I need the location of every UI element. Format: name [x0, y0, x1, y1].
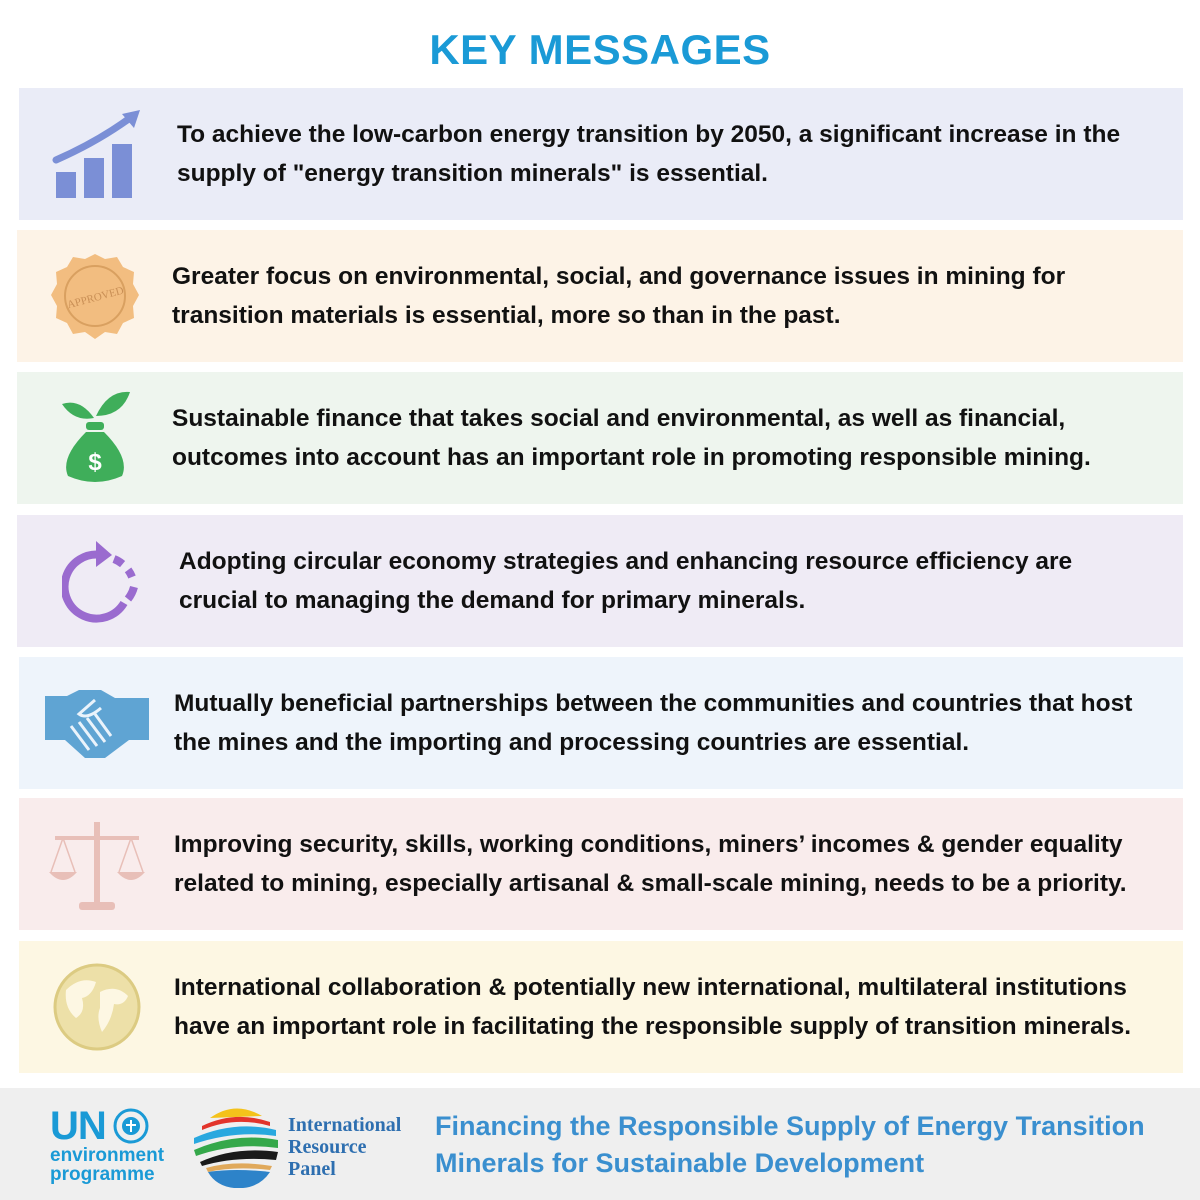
growth-chart-icon — [19, 108, 174, 200]
irp-line1: International — [288, 1114, 402, 1136]
message-text: Mutually beneficial partnerships between the communities and countries that host the mines and the importing and processing countries are essential. — [174, 690, 1133, 756]
message-text: To achieve the low-carbon energy transition by 2050, a significant increase in the supply of "energy transition minerals" is essential. — [177, 121, 1121, 187]
message-card-4 — [17, 515, 1183, 647]
irp-logo-text — [288, 1114, 401, 1180]
message-text: Adopting circular economy strategies and enhancing resource efficiency are crucial to managing the demand for primary minerals. — [179, 548, 1073, 614]
approved-seal-icon — [17, 251, 172, 341]
message-text: Sustainable finance that takes social and environmental, as well as financial, outcomes into account has an important role in promoting responsible mining. — [172, 405, 1091, 471]
message-card-7 — [19, 941, 1183, 1073]
publication-title — [435, 1108, 1145, 1182]
message-card-1 — [19, 88, 1183, 220]
page-title: KEY MESSAGES — [429, 26, 771, 73]
handshake-icon — [19, 686, 174, 760]
message-text: International collaboration & potentially new international, multilateral institutions have an important role in facilitating the responsible supply of transition minerals. — [174, 974, 1132, 1040]
irp-line3: Panel — [288, 1158, 336, 1180]
footer — [0, 1088, 1200, 1200]
message-card-2 — [17, 230, 1183, 362]
svg-text:APPROVED: APPROVED — [65, 284, 125, 312]
un-logo-line1: environment — [50, 1145, 165, 1166]
message-card-5 — [19, 657, 1183, 789]
message-card-3 — [17, 372, 1183, 504]
un-logo-text: UN — [50, 1104, 106, 1148]
irp-line2: Resource — [288, 1136, 367, 1158]
globe-icon — [19, 962, 174, 1052]
un-emblem-icon — [112, 1107, 150, 1145]
message-card-6 — [19, 798, 1183, 930]
publication-title-line2: Minerals for Sustainable Development — [435, 1148, 925, 1178]
un-environment-logo — [50, 1106, 164, 1184]
un-logo-line2: programme — [50, 1164, 155, 1185]
circular-arrow-icon — [17, 539, 172, 623]
irp-logo-icon — [190, 1104, 280, 1188]
money-bag-plant-icon — [17, 388, 172, 488]
svg-text:$: $ — [87, 449, 102, 476]
message-text: Improving security, skills, working conditions, miners’ incomes & gender equality related to mining, especially artisanal & small-scale mining, needs to be a priority. — [174, 831, 1127, 897]
message-text: Greater focus on environmental, social, and governance issues in mining for transition materials is essential, more so than in the past. — [172, 263, 1066, 329]
scales-icon — [19, 816, 174, 912]
publication-title-line1: Financing the Responsible Supply of Energy Transition — [435, 1111, 1145, 1141]
